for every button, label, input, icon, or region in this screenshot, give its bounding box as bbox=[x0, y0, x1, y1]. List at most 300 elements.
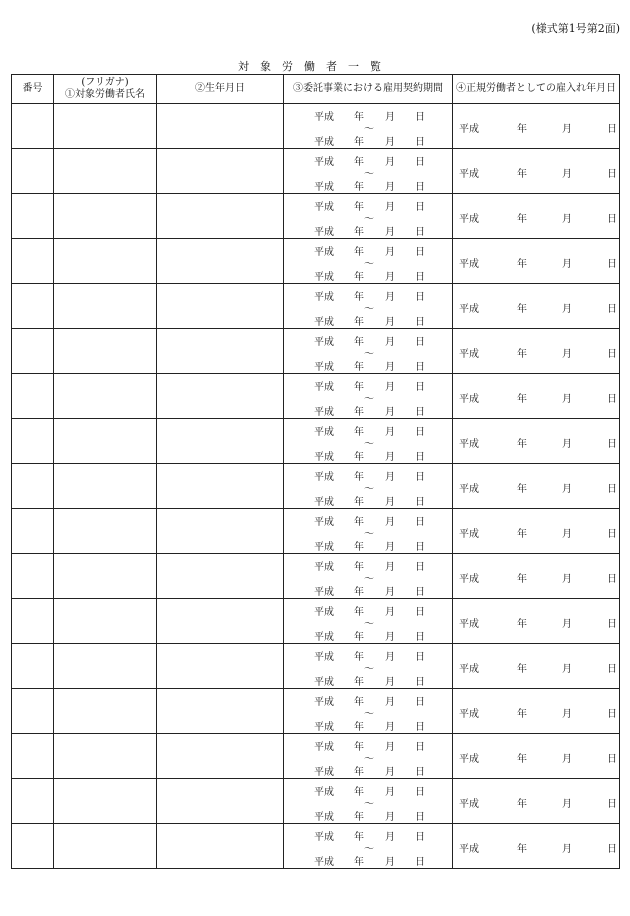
day-label: 日 bbox=[415, 157, 425, 168]
era-label: 平成 bbox=[459, 214, 479, 225]
year-label: 年 bbox=[354, 427, 364, 438]
day-label: 日 bbox=[415, 832, 425, 843]
year-label: 年 bbox=[354, 742, 364, 753]
row-number-cell[interactable] bbox=[12, 284, 54, 329]
month-label: 月 bbox=[385, 697, 395, 708]
year-label: 年 bbox=[354, 337, 364, 348]
era-label: 平成 bbox=[459, 169, 479, 180]
era-label: 平成 bbox=[314, 407, 334, 418]
day-label: 日 bbox=[415, 542, 425, 553]
contract-period-cell[interactable] bbox=[284, 104, 453, 149]
day-label: 日 bbox=[607, 799, 617, 810]
hire-date-cell[interactable] bbox=[453, 149, 620, 194]
range-separator: 〜 bbox=[364, 754, 374, 765]
worker-name-cell[interactable] bbox=[54, 104, 157, 149]
table-row bbox=[12, 194, 620, 239]
era-label: 平成 bbox=[459, 394, 479, 405]
table-row bbox=[12, 464, 620, 509]
day-label: 日 bbox=[415, 452, 425, 463]
year-label: 年 bbox=[354, 767, 364, 778]
year-label: 年 bbox=[354, 607, 364, 618]
day-label: 日 bbox=[415, 427, 425, 438]
era-label: 平成 bbox=[314, 427, 334, 438]
year-label: 年 bbox=[354, 587, 364, 598]
era-label: 平成 bbox=[459, 349, 479, 360]
contract-period-cell[interactable] bbox=[284, 194, 453, 239]
year-label: 年 bbox=[517, 484, 527, 495]
year-label: 年 bbox=[354, 452, 364, 463]
year-label: 年 bbox=[517, 439, 527, 450]
month-label: 月 bbox=[385, 317, 395, 328]
day-label: 日 bbox=[607, 484, 617, 495]
hire-date bbox=[459, 795, 617, 810]
birthdate-cell[interactable] bbox=[157, 374, 284, 419]
era-label: 平成 bbox=[314, 202, 334, 213]
row-number-cell[interactable] bbox=[12, 644, 54, 689]
day-label: 日 bbox=[607, 844, 617, 855]
row-number-cell[interactable] bbox=[12, 464, 54, 509]
year-label: 年 bbox=[354, 382, 364, 393]
hire-date-cell[interactable] bbox=[453, 689, 620, 734]
day-label: 日 bbox=[607, 394, 617, 405]
birthdate-cell[interactable] bbox=[157, 194, 284, 239]
hire-date bbox=[459, 345, 617, 360]
hire-date-cell[interactable] bbox=[453, 779, 620, 824]
worker-name-cell[interactable] bbox=[54, 374, 157, 419]
year-label: 年 bbox=[517, 754, 527, 765]
year-label: 年 bbox=[517, 799, 527, 810]
row-number-cell[interactable] bbox=[12, 104, 54, 149]
worker-name-cell[interactable] bbox=[54, 734, 157, 779]
contract-period-cell[interactable] bbox=[284, 779, 453, 824]
year-label: 年 bbox=[354, 137, 364, 148]
day-label: 日 bbox=[415, 517, 425, 528]
range-separator: 〜 bbox=[364, 619, 374, 630]
year-label: 年 bbox=[517, 169, 527, 180]
hire-date bbox=[459, 120, 617, 135]
worker-name-cell[interactable] bbox=[54, 239, 157, 284]
range-separator: 〜 bbox=[364, 259, 374, 270]
contract-period-cell[interactable] bbox=[284, 554, 453, 599]
month-label: 月 bbox=[562, 349, 572, 360]
hire-date-cell[interactable] bbox=[453, 554, 620, 599]
era-label: 平成 bbox=[314, 587, 334, 598]
birthdate-cell[interactable] bbox=[157, 149, 284, 194]
month-label: 月 bbox=[562, 709, 572, 720]
worker-name-cell[interactable] bbox=[54, 779, 157, 824]
year-label: 年 bbox=[517, 574, 527, 585]
birthdate-cell[interactable] bbox=[157, 329, 284, 374]
day-label: 日 bbox=[607, 664, 617, 675]
range-separator: 〜 bbox=[364, 394, 374, 405]
header-name-label: ①対象労働者氏名 bbox=[65, 89, 145, 100]
day-label: 日 bbox=[415, 407, 425, 418]
contract-period-cell[interactable] bbox=[284, 734, 453, 779]
birthdate-cell[interactable] bbox=[157, 644, 284, 689]
table-body bbox=[12, 104, 620, 869]
month-label: 月 bbox=[385, 742, 395, 753]
hire-date-cell[interactable] bbox=[453, 239, 620, 284]
year-label: 年 bbox=[354, 407, 364, 418]
birthdate-cell[interactable] bbox=[157, 554, 284, 599]
header-birthdate: ②生年月日 bbox=[157, 75, 284, 104]
era-label: 平成 bbox=[314, 137, 334, 148]
year-label: 年 bbox=[354, 317, 364, 328]
hire-date-cell[interactable] bbox=[453, 329, 620, 374]
worker-name-cell[interactable] bbox=[54, 824, 157, 869]
header-furigana: (フリガナ) bbox=[81, 77, 129, 88]
year-label: 年 bbox=[354, 182, 364, 193]
month-label: 月 bbox=[562, 259, 572, 270]
era-label: 平成 bbox=[314, 157, 334, 168]
era-label: 平成 bbox=[314, 742, 334, 753]
period-end-date bbox=[314, 133, 425, 148]
month-label: 月 bbox=[385, 722, 395, 733]
page-title: 対象労働者一覧 bbox=[238, 60, 392, 73]
worker-name-cell[interactable] bbox=[54, 599, 157, 644]
period-end-date bbox=[314, 178, 425, 193]
table-header-row bbox=[12, 75, 620, 104]
year-label: 年 bbox=[517, 259, 527, 270]
birthdate-cell[interactable] bbox=[157, 464, 284, 509]
period-end-date bbox=[314, 763, 425, 778]
table-row bbox=[12, 239, 620, 284]
year-label: 年 bbox=[517, 619, 527, 630]
birthdate-cell[interactable] bbox=[157, 599, 284, 644]
month-label: 月 bbox=[562, 799, 572, 810]
year-label: 年 bbox=[354, 157, 364, 168]
row-number-cell[interactable] bbox=[12, 374, 54, 419]
birthdate-cell[interactable] bbox=[157, 824, 284, 869]
range-separator: 〜 bbox=[364, 304, 374, 315]
period-start-date bbox=[314, 333, 425, 348]
hire-date-cell[interactable] bbox=[453, 464, 620, 509]
era-label: 平成 bbox=[314, 722, 334, 733]
year-label: 年 bbox=[517, 844, 527, 855]
hire-date-cell[interactable] bbox=[453, 734, 620, 779]
month-label: 月 bbox=[385, 607, 395, 618]
table-row bbox=[12, 149, 620, 194]
era-label: 平成 bbox=[459, 709, 479, 720]
table-row bbox=[12, 374, 620, 419]
row-number-cell[interactable] bbox=[12, 194, 54, 239]
day-label: 日 bbox=[415, 182, 425, 193]
hire-date-cell[interactable] bbox=[453, 374, 620, 419]
table-row bbox=[12, 104, 620, 149]
hire-date bbox=[459, 210, 617, 225]
era-label: 平成 bbox=[314, 337, 334, 348]
month-label: 月 bbox=[562, 484, 572, 495]
hire-date-cell[interactable] bbox=[453, 644, 620, 689]
day-label: 日 bbox=[415, 112, 425, 123]
period-end-date bbox=[314, 223, 425, 238]
day-label: 日 bbox=[607, 124, 617, 135]
year-label: 年 bbox=[354, 517, 364, 528]
day-label: 日 bbox=[415, 227, 425, 238]
range-separator: 〜 bbox=[364, 484, 374, 495]
era-label: 平成 bbox=[314, 767, 334, 778]
era-label: 平成 bbox=[314, 697, 334, 708]
period-end-date bbox=[314, 538, 425, 553]
year-label: 年 bbox=[517, 529, 527, 540]
month-label: 月 bbox=[562, 304, 572, 315]
year-label: 年 bbox=[354, 632, 364, 643]
month-label: 月 bbox=[562, 664, 572, 675]
era-label: 平成 bbox=[314, 677, 334, 688]
day-label: 日 bbox=[415, 632, 425, 643]
contract-period-cell[interactable] bbox=[284, 149, 453, 194]
month-label: 月 bbox=[385, 542, 395, 553]
day-label: 日 bbox=[415, 137, 425, 148]
day-label: 日 bbox=[415, 497, 425, 508]
hire-date-cell[interactable] bbox=[453, 104, 620, 149]
hire-date bbox=[459, 480, 617, 495]
month-label: 月 bbox=[385, 407, 395, 418]
month-label: 月 bbox=[385, 182, 395, 193]
birthdate-cell[interactable] bbox=[157, 104, 284, 149]
period-start-date bbox=[314, 558, 425, 573]
hire-date bbox=[459, 660, 617, 675]
month-label: 月 bbox=[385, 857, 395, 868]
era-label: 平成 bbox=[459, 439, 479, 450]
period-end-date bbox=[314, 583, 425, 598]
month-label: 月 bbox=[385, 382, 395, 393]
row-number-cell[interactable] bbox=[12, 419, 54, 464]
era-label: 平成 bbox=[314, 227, 334, 238]
hire-date bbox=[459, 300, 617, 315]
table-row bbox=[12, 419, 620, 464]
contract-period-cell[interactable] bbox=[284, 284, 453, 329]
row-number-cell[interactable] bbox=[12, 824, 54, 869]
year-label: 年 bbox=[354, 652, 364, 663]
row-number-cell[interactable] bbox=[12, 554, 54, 599]
era-label: 平成 bbox=[459, 124, 479, 135]
row-number-cell[interactable] bbox=[12, 689, 54, 734]
era-label: 平成 bbox=[314, 452, 334, 463]
hire-date-cell[interactable] bbox=[453, 509, 620, 554]
contract-period-cell[interactable] bbox=[284, 419, 453, 464]
day-label: 日 bbox=[415, 607, 425, 618]
row-number-cell[interactable] bbox=[12, 509, 54, 554]
era-label: 平成 bbox=[314, 272, 334, 283]
month-label: 月 bbox=[562, 619, 572, 630]
month-label: 月 bbox=[385, 787, 395, 798]
era-label: 平成 bbox=[314, 812, 334, 823]
day-label: 日 bbox=[415, 722, 425, 733]
era-label: 平成 bbox=[314, 652, 334, 663]
period-start-date bbox=[314, 108, 425, 123]
year-label: 年 bbox=[354, 787, 364, 798]
table-row bbox=[12, 329, 620, 374]
contract-period-cell[interactable] bbox=[284, 374, 453, 419]
month-label: 月 bbox=[562, 439, 572, 450]
worker-name-cell[interactable] bbox=[54, 194, 157, 239]
day-label: 日 bbox=[607, 214, 617, 225]
year-label: 年 bbox=[517, 304, 527, 315]
birthdate-cell[interactable] bbox=[157, 689, 284, 734]
year-label: 年 bbox=[517, 124, 527, 135]
month-label: 月 bbox=[562, 574, 572, 585]
day-label: 日 bbox=[607, 349, 617, 360]
hire-date-cell[interactable] bbox=[453, 599, 620, 644]
day-label: 日 bbox=[415, 317, 425, 328]
period-start-date bbox=[314, 153, 425, 168]
day-label: 日 bbox=[415, 337, 425, 348]
month-label: 月 bbox=[385, 292, 395, 303]
hire-date-cell[interactable] bbox=[453, 824, 620, 869]
era-label: 平成 bbox=[314, 517, 334, 528]
range-separator: 〜 bbox=[364, 439, 374, 450]
year-label: 年 bbox=[354, 832, 364, 843]
day-label: 日 bbox=[415, 857, 425, 868]
hire-date-cell[interactable] bbox=[453, 419, 620, 464]
year-label: 年 bbox=[354, 562, 364, 573]
contract-period-cell[interactable] bbox=[284, 464, 453, 509]
period-end-date bbox=[314, 403, 425, 418]
worker-name-cell[interactable] bbox=[54, 149, 157, 194]
year-label: 年 bbox=[354, 247, 364, 258]
birthdate-cell[interactable] bbox=[157, 779, 284, 824]
year-label: 年 bbox=[517, 349, 527, 360]
era-label: 平成 bbox=[314, 247, 334, 258]
era-label: 平成 bbox=[314, 112, 334, 123]
era-label: 平成 bbox=[314, 182, 334, 193]
hire-date bbox=[459, 840, 617, 855]
worker-name-cell[interactable] bbox=[54, 509, 157, 554]
day-label: 日 bbox=[415, 247, 425, 258]
contract-period-cell[interactable] bbox=[284, 599, 453, 644]
day-label: 日 bbox=[415, 272, 425, 283]
era-label: 平成 bbox=[459, 259, 479, 270]
birthdate-cell[interactable] bbox=[157, 734, 284, 779]
row-number-cell[interactable] bbox=[12, 599, 54, 644]
era-label: 平成 bbox=[314, 317, 334, 328]
period-start-date bbox=[314, 243, 425, 258]
hire-date bbox=[459, 750, 617, 765]
day-label: 日 bbox=[607, 619, 617, 630]
worker-name-cell[interactable] bbox=[54, 644, 157, 689]
year-label: 年 bbox=[354, 202, 364, 213]
period-end-date bbox=[314, 808, 425, 823]
year-label: 年 bbox=[517, 664, 527, 675]
era-label: 平成 bbox=[459, 619, 479, 630]
era-label: 平成 bbox=[314, 857, 334, 868]
period-start-date bbox=[314, 513, 425, 528]
month-label: 月 bbox=[385, 652, 395, 663]
period-end-date bbox=[314, 493, 425, 508]
table-row bbox=[12, 509, 620, 554]
day-label: 日 bbox=[415, 697, 425, 708]
period-end-date bbox=[314, 673, 425, 688]
month-label: 月 bbox=[385, 677, 395, 688]
month-label: 月 bbox=[385, 112, 395, 123]
worker-name-cell[interactable] bbox=[54, 284, 157, 329]
table-row bbox=[12, 644, 620, 689]
era-label: 平成 bbox=[459, 754, 479, 765]
range-separator: 〜 bbox=[364, 169, 374, 180]
contract-period-cell[interactable] bbox=[284, 824, 453, 869]
worker-name-cell[interactable] bbox=[54, 689, 157, 734]
month-label: 月 bbox=[385, 587, 395, 598]
worker-name-cell[interactable] bbox=[54, 419, 157, 464]
day-label: 日 bbox=[415, 562, 425, 573]
range-separator: 〜 bbox=[364, 349, 374, 360]
table-row bbox=[12, 284, 620, 329]
period-start-date bbox=[314, 603, 425, 618]
row-number-cell[interactable] bbox=[12, 149, 54, 194]
hire-date-cell[interactable] bbox=[453, 194, 620, 239]
period-start-date bbox=[314, 468, 425, 483]
period-start-date bbox=[314, 288, 425, 303]
month-label: 月 bbox=[562, 169, 572, 180]
worker-name-cell[interactable] bbox=[54, 464, 157, 509]
row-number-cell[interactable] bbox=[12, 239, 54, 284]
row-number-cell[interactable] bbox=[12, 779, 54, 824]
day-label: 日 bbox=[607, 439, 617, 450]
range-separator: 〜 bbox=[364, 214, 374, 225]
table-row bbox=[12, 779, 620, 824]
hire-date bbox=[459, 165, 617, 180]
era-label: 平成 bbox=[314, 632, 334, 643]
contract-period-cell[interactable] bbox=[284, 689, 453, 734]
row-number-cell[interactable] bbox=[12, 329, 54, 374]
hire-date bbox=[459, 255, 617, 270]
worker-name-cell[interactable] bbox=[54, 329, 157, 374]
period-end-date bbox=[314, 718, 425, 733]
day-label: 日 bbox=[607, 754, 617, 765]
birthdate-cell[interactable] bbox=[157, 419, 284, 464]
era-label: 平成 bbox=[314, 832, 334, 843]
birthdate-cell[interactable] bbox=[157, 284, 284, 329]
row-number-cell[interactable] bbox=[12, 734, 54, 779]
era-label: 平成 bbox=[314, 787, 334, 798]
contract-period-cell[interactable] bbox=[284, 644, 453, 689]
hire-date bbox=[459, 525, 617, 540]
month-label: 月 bbox=[385, 272, 395, 283]
year-label: 年 bbox=[354, 697, 364, 708]
birthdate-cell[interactable] bbox=[157, 509, 284, 554]
era-label: 平成 bbox=[459, 304, 479, 315]
worker-name-cell[interactable] bbox=[54, 554, 157, 599]
range-separator: 〜 bbox=[364, 709, 374, 720]
month-label: 月 bbox=[385, 362, 395, 373]
month-label: 月 bbox=[562, 124, 572, 135]
birthdate-cell[interactable] bbox=[157, 239, 284, 284]
table-row bbox=[12, 599, 620, 644]
era-label: 平成 bbox=[314, 562, 334, 573]
day-label: 日 bbox=[415, 742, 425, 753]
contract-period-cell[interactable] bbox=[284, 509, 453, 554]
range-separator: 〜 bbox=[364, 124, 374, 135]
month-label: 月 bbox=[385, 472, 395, 483]
era-label: 平成 bbox=[314, 362, 334, 373]
era-label: 平成 bbox=[314, 472, 334, 483]
day-label: 日 bbox=[415, 472, 425, 483]
month-label: 月 bbox=[385, 562, 395, 573]
year-label: 年 bbox=[354, 677, 364, 688]
day-label: 日 bbox=[607, 529, 617, 540]
hire-date-cell[interactable] bbox=[453, 284, 620, 329]
year-label: 年 bbox=[354, 857, 364, 868]
year-label: 年 bbox=[354, 497, 364, 508]
period-end-date bbox=[314, 448, 425, 463]
form-number: (様式第1号第2面) bbox=[531, 22, 620, 35]
period-start-date bbox=[314, 423, 425, 438]
contract-period-cell[interactable] bbox=[284, 329, 453, 374]
worker-roster-table bbox=[11, 74, 620, 869]
contract-period-cell[interactable] bbox=[284, 239, 453, 284]
hire-date bbox=[459, 435, 617, 450]
